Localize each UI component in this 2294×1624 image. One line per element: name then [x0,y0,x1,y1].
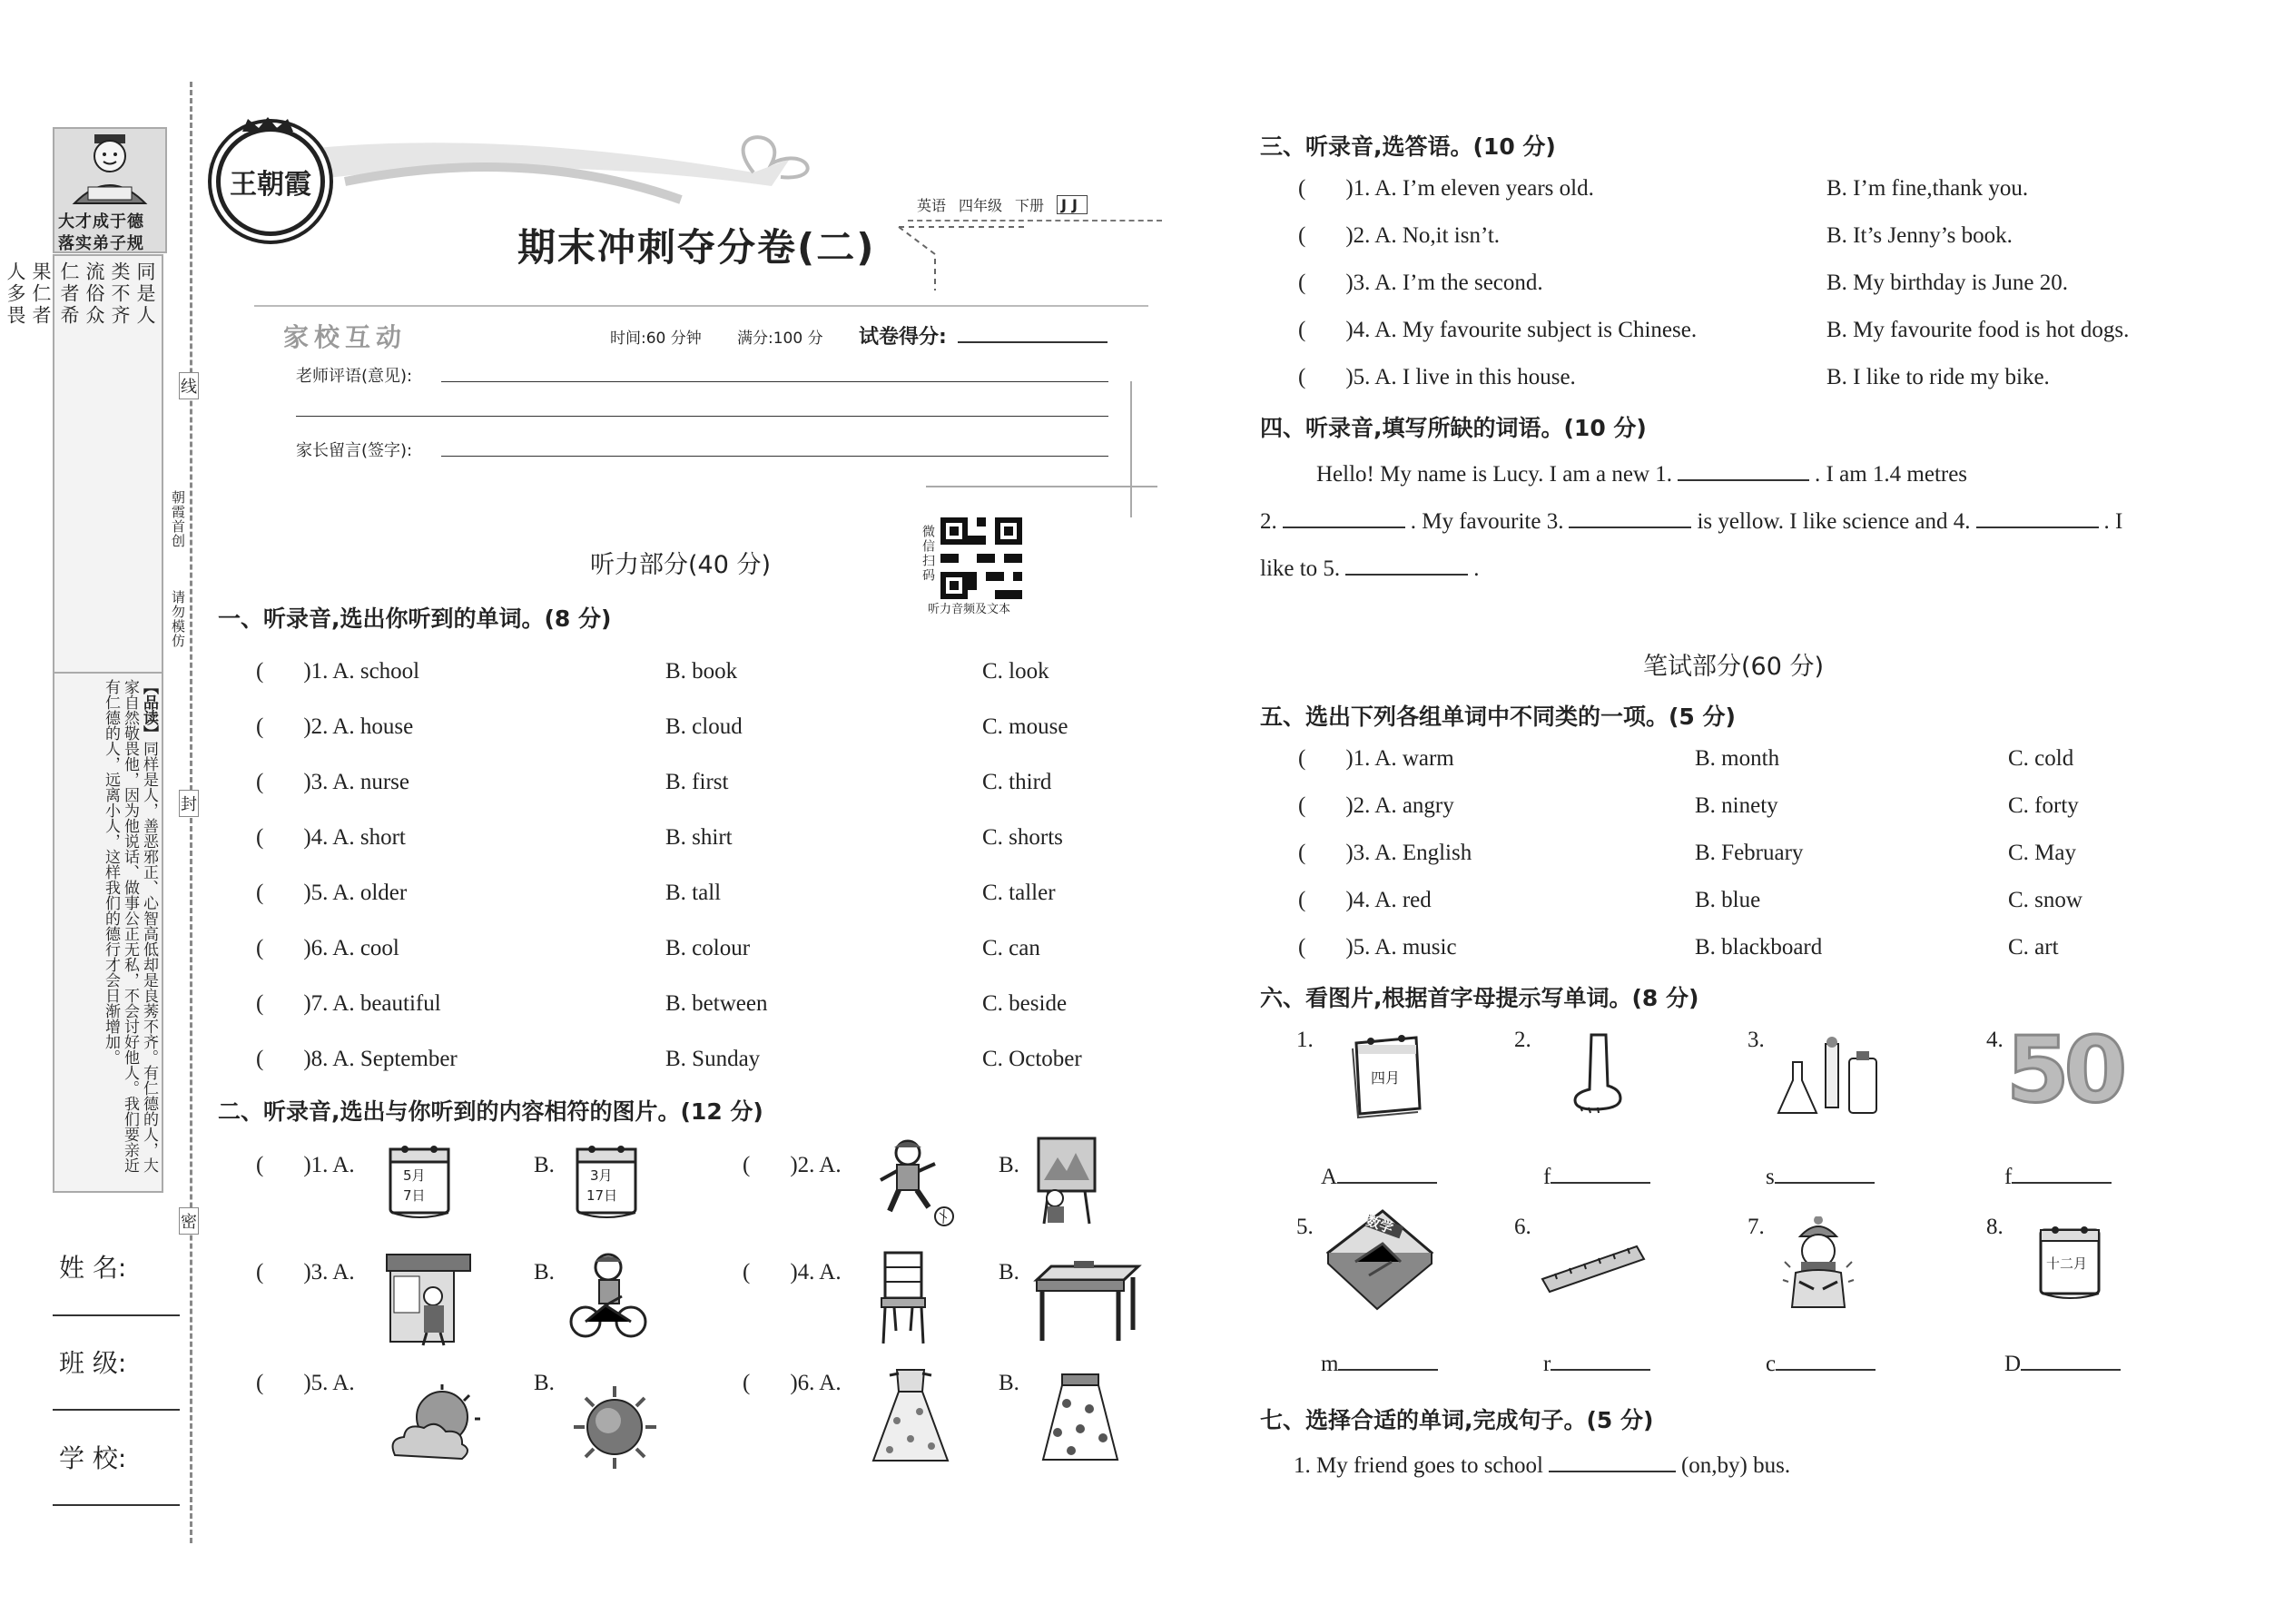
p1-option-b: B. between [665,991,768,1016]
p1-paren[interactable]: ( )4. A. short [256,825,406,850]
p5-paren[interactable]: ( )5. A. music [1298,935,1457,960]
p3-number: 5 [1353,365,1365,389]
part4-line-3: like to 5. . [1260,554,1479,582]
score-field[interactable] [958,341,1108,343]
part3-title: 三、听录音,选答语。(10 分) [1260,133,1556,160]
p6-number: 5. [1296,1215,1314,1239]
p6-hint: m [1321,1349,1443,1377]
part1-title: 一、听录音,选出你听到的单词。(8 分) [218,605,612,632]
p3-number: 3 [1353,271,1365,295]
part2-b-label: B. [999,1153,1019,1177]
p1-option-c: C. third [982,770,1052,794]
school-field[interactable] [53,1504,180,1506]
p1-option-a: A. cool [332,936,399,960]
p5-dot: . [1364,793,1375,818]
p3-paren[interactable]: ( )1. A. I’m eleven years old. [1298,176,1594,201]
subject-badge [917,194,1088,215]
p1-number: 6 [310,936,323,960]
p6-answer-2[interactable] [1551,1162,1650,1184]
number-fifty-icon: 50 [2006,1017,2122,1123]
score-label: 试卷得分: [859,326,947,349]
p1-paren[interactable]: ( )1. A. school [256,659,420,684]
part2-b-label: B. [999,1371,1019,1395]
p3-dot: . [1364,365,1375,389]
p5-number: 2 [1353,793,1365,818]
p1-option-c: C. taller [982,881,1056,905]
p1-option-c: C. shorts [982,825,1063,850]
part7-blank-1[interactable] [1549,1451,1676,1472]
p1-paren[interactable]: ( )7. A. beautiful [256,991,441,1016]
school-label: 学 校: [59,1443,127,1473]
part2-item: ( )6. A. [743,1371,842,1395]
p3-number: 4 [1353,318,1365,342]
part2-item: ( )5. A. [256,1371,355,1395]
p1-dot: . [322,714,333,739]
calendar-a-month: 5月 [403,1167,426,1184]
p5-dot: . [1364,746,1375,771]
blank-2[interactable] [1283,507,1405,528]
page-title: 期末冲刺夺分卷(二) [517,225,876,270]
part2-b-label: B. [534,1260,555,1284]
blank-3[interactable] [1569,507,1691,528]
p1-dot: . [322,825,333,850]
part2-title: 二、听录音,选出与你听到的内容相符的图片。(12 分) [218,1098,763,1125]
grade: 四年级 [959,197,1003,214]
calendar-b-day: 17日 [586,1187,618,1204]
p6-hint: c [1766,1349,1881,1377]
teacher-comment-field-2[interactable] [296,416,1108,417]
name-field[interactable] [53,1314,180,1316]
foot-icon [1566,1033,1629,1115]
edition: JJ [1057,195,1088,214]
science-lab-equipment-icon [1775,1035,1884,1117]
poem-col: 同是人 类不齐 流俗众 仁者希 [58,261,156,327]
p1-number: 5 [310,881,323,905]
p1-dot: . [322,1047,333,1071]
calendar-december-icon [2033,1221,2106,1303]
motto-1: 大才成于德 [58,212,144,231]
cut-mark-line: 线 [179,372,199,399]
p6-hint: D [2004,1349,2126,1377]
p1-option-b: B. shirt [665,825,733,850]
blank-4[interactable] [1976,507,2099,528]
qr-side-text: 微信扫码 [921,525,935,583]
p1-option-b: B. first [665,770,729,794]
p5-paren[interactable]: ( )4. A. red [1298,888,1432,912]
p3-dot: . [1364,223,1375,248]
p3-option-b: B. I’m fine,thank you. [1826,176,2029,201]
sidebar [5,127,163,1198]
p5-option-c: C. cold [2008,746,2074,771]
p5-paren[interactable]: ( )3. A. English [1298,841,1472,865]
class-label: 班 级: [59,1348,127,1378]
p3-paren[interactable]: ( )4. A. My favourite subject is Chinese. [1298,318,1698,342]
part4-title: 四、听录音,填写所缺的词语。(10 分) [1260,415,1647,441]
name-label: 姓 名: [59,1253,127,1283]
p5-number: 1 [1353,746,1365,771]
p5-option-a: A. English [1374,841,1472,865]
p5-paren[interactable]: ( )2. A. angry [1298,793,1454,818]
p3-option-b: B. It’s Jenny’s book. [1826,223,2013,248]
p5-number: 3 [1353,841,1365,865]
p5-option-a: A. music [1374,935,1457,960]
p1-option-c: C. October [982,1047,1082,1071]
sunny-weather-icon[interactable] [572,1384,658,1471]
math-book-icon [1319,1207,1437,1312]
parent-note-label: 家长留言(签字): [296,441,413,460]
p3-option-a: A. No,it isn’t. [1374,223,1501,248]
qr-caption: 听力音频及文本 [928,603,1011,616]
part2-item: ( )2. A. [743,1153,842,1177]
p6-number: 1. [1296,1028,1314,1052]
p1-paren[interactable]: ( )2. A. house [256,714,414,739]
p1-paren[interactable]: ( )3. A. nurse [256,770,409,794]
p1-number: 4 [310,825,323,850]
math-book-text: 数学 [1364,1212,1396,1237]
subject-underline [908,220,1162,221]
p6-answer-3[interactable] [1775,1162,1875,1184]
part2-b-label: B. [534,1371,555,1395]
p5-dot: . [1364,841,1375,865]
p5-option-b: B. month [1695,746,1780,771]
motto-2: 落实弟子规 [58,234,144,253]
p3-number: 1 [1353,176,1365,201]
reading-label: 【品读】 [140,679,158,741]
class-field[interactable] [53,1409,180,1411]
home-school-title: 家校互动 [283,322,408,352]
poem-col: 果仁者 人多畏 [5,261,52,327]
p6-number: 7. [1748,1215,1765,1239]
p1-option-b: B. tall [665,881,722,905]
term: 下册 [1015,197,1045,214]
boy-riding-bike-icon[interactable] [567,1251,649,1342]
p3-dot: . [1364,318,1375,342]
p1-dot: . [322,881,333,905]
p1-option-a: A. school [332,659,420,684]
p5-option-a: A. angry [1374,793,1454,818]
sidebar-reading [53,672,163,1193]
subject: 英语 [917,197,947,214]
p1-option-a: A. older [332,881,408,905]
part6-title: 六、看图片,根据首字母提示写单词。(8 分) [1260,985,1699,1011]
p1-number: 7 [310,991,323,1016]
listening-title: 听力部分(40 分) [590,551,772,579]
p3-dot: . [1364,271,1375,295]
p6-answer-1[interactable] [1337,1162,1437,1184]
person-at-door-icon[interactable] [383,1251,474,1346]
p6-answer-5[interactable] [1338,1349,1438,1371]
p6-number: 3. [1748,1028,1765,1052]
p1-option-c: C. mouse [982,714,1068,739]
crown-icon [241,115,295,133]
p3-paren[interactable]: ( )5. A. I live in this house. [1298,365,1576,389]
logo-text: 王朝霞 [230,169,311,201]
calendar-april-icon [1344,1030,1425,1121]
p1-option-a: A. September [332,1047,458,1071]
p1-option-b: B. cloud [665,714,743,739]
sidebar-banner [53,127,167,253]
p1-option-b: B. book [665,659,738,684]
p6-answer-7[interactable] [1776,1349,1876,1371]
part7-item-1: 1. My friend goes to school (on,by) bus. [1294,1451,1790,1479]
p3-paren[interactable]: ( )3. A. I’m the second. [1298,271,1543,295]
part2-b-label: B. [999,1260,1019,1284]
p3-option-a: A. I live in this house. [1374,365,1576,389]
p6-answer-8[interactable] [2021,1349,2121,1371]
p5-option-c: C. snow [2008,888,2082,912]
teacher-comment-field[interactable] [441,381,1108,382]
p1-paren[interactable]: ( )6. A. cool [256,936,399,960]
p5-option-b: B. blue [1695,888,1761,912]
part4-line-2: 2. . My favourite 3. is yellow. I like science and 4. . I [1260,507,2122,535]
boy-playing-football-icon[interactable] [867,1137,958,1227]
p1-dot: . [322,770,333,794]
child-painting-icon[interactable] [1035,1135,1098,1225]
p1-number: 2 [310,714,323,739]
p5-dot: . [1364,935,1375,960]
chair-icon[interactable] [876,1249,930,1345]
part2-item: ( )4. A. [743,1260,842,1284]
p6-hint: f [1543,1162,1656,1190]
logo-badge [216,127,325,236]
note-original: 朝霞首创 [170,490,186,548]
p5-option-b: B. February [1695,841,1804,865]
p3-option-b: B. I like to ride my bike. [1826,365,2050,389]
p5-dot: . [1364,888,1375,912]
cut-mark-secret: 密 [179,1207,199,1235]
p5-option-c: C. art [2008,935,2059,960]
time-info: 时间:60 分钟 [610,330,702,348]
p5-number: 4 [1353,888,1365,912]
p1-paren[interactable]: ( )5. A. older [256,881,408,905]
p1-option-c: C. look [982,659,1049,684]
p5-paren[interactable]: ( )1. A. warm [1298,746,1454,771]
p6-number: 2. [1514,1028,1531,1052]
calendar-mar-17-icon[interactable] [570,1140,643,1218]
p6-answer-6[interactable] [1551,1349,1650,1371]
cut-mark-seal: 封 [179,790,199,817]
calendar-b-month: 3月 [590,1167,613,1184]
p1-paren[interactable]: ( )8. A. September [256,1047,458,1071]
p6-number: 8. [1986,1215,2004,1239]
p1-option-a: A. beautiful [332,991,441,1016]
p3-option-a: A. My favourite subject is Chinese. [1374,318,1698,342]
teacher-comment-label: 老师评语(意见): [296,367,413,386]
p5-option-a: A. red [1374,888,1432,912]
p3-paren[interactable]: ( )2. A. No,it isn’t. [1298,223,1501,248]
p1-dot: . [322,659,333,684]
p3-option-b: B. My favourite food is hot dogs. [1826,318,2130,342]
p3-option-b: B. My birthday is June 20. [1826,271,2068,295]
reading-text: 同样是人，善恶邪正、心智高低却是良莠不齐。有仁德的人，大家自然敬畏他，因为他说话、做事公正无私，不会讨好他人。我们要亲近有仁德的人，远离小人，这样我们的德行才会日渐增加。 [102,679,158,1173]
p6-number: 6. [1514,1215,1531,1239]
blank-5[interactable] [1345,554,1468,576]
p3-number: 2 [1353,223,1365,248]
blank-1[interactable] [1678,459,1809,481]
part4-line-1: Hello! My name is Lucy. I am a new 1. . I am 1.4 metres [1316,459,1967,487]
p5-option-b: B. ninety [1695,793,1778,818]
calendar-april-text: 四月 [1371,1069,1401,1087]
p6-number: 4. [1986,1028,2004,1052]
qr-code-icon[interactable] [940,517,1022,599]
p5-option-a: A. warm [1374,746,1454,771]
p1-number: 3 [310,770,323,794]
note-no-copy: 请勿模仿 [170,590,186,648]
home-school-frame-right [1130,381,1132,517]
p1-dot: . [322,936,333,960]
part2-item: ( )3. A. [256,1260,355,1284]
desk-icon[interactable] [1033,1257,1142,1343]
cloudy-weather-icon[interactable] [386,1384,486,1466]
ruler-icon [1539,1239,1648,1294]
p1-option-a: A. house [332,714,414,739]
score-info: 满分:100 分 [737,330,823,348]
p5-option-c: C. May [2008,841,2076,865]
parent-note-field[interactable] [441,456,1108,457]
p3-option-a: A. I’m the second. [1374,271,1543,295]
skirt-icon[interactable] [1039,1373,1121,1463]
p5-option-c: C. forty [2008,793,2079,818]
home-school-frame-bottom [926,486,1157,487]
calendar-december-text: 十二月 [2046,1255,2088,1272]
p6-hint: A [1321,1162,1442,1190]
p1-number: 8 [310,1047,323,1071]
p6-hint: r [1543,1349,1656,1377]
p3-dot: . [1364,176,1375,201]
part2-b-label: B. [534,1153,555,1177]
part2-item: ( )1. A. [256,1153,355,1177]
p1-option-a: A. nurse [332,770,409,794]
dress-icon[interactable] [870,1366,951,1466]
cold-child-icon [1777,1216,1859,1312]
scholar-mascot-icon [56,131,163,208]
calendar-may-7-icon[interactable] [383,1140,456,1218]
p5-option-b: B. blackboard [1695,935,1823,960]
calendar-a-day: 7日 [403,1187,426,1204]
p6-hint: s [1766,1162,1880,1190]
p1-number: 1 [310,659,323,684]
p1-dot: . [322,991,333,1016]
p6-hint: f [2004,1162,2117,1190]
p6-answer-4[interactable] [2012,1162,2112,1184]
p1-option-c: C. can [982,936,1040,960]
p5-number: 5 [1353,935,1365,960]
writing-title: 笔试部分(60 分) [1643,653,1825,681]
p1-option-a: A. short [332,825,406,850]
p1-option-c: C. beside [982,991,1068,1016]
part5-title: 五、选出下列各组单词中不同类的一项。(5 分) [1260,704,1736,730]
part7-title: 七、选择合适的单词,完成句子。(5 分) [1260,1407,1654,1433]
p3-option-a: A. I’m eleven years old. [1374,176,1594,201]
p1-option-b: B. Sunday [665,1047,761,1071]
p1-option-b: B. colour [665,936,751,960]
